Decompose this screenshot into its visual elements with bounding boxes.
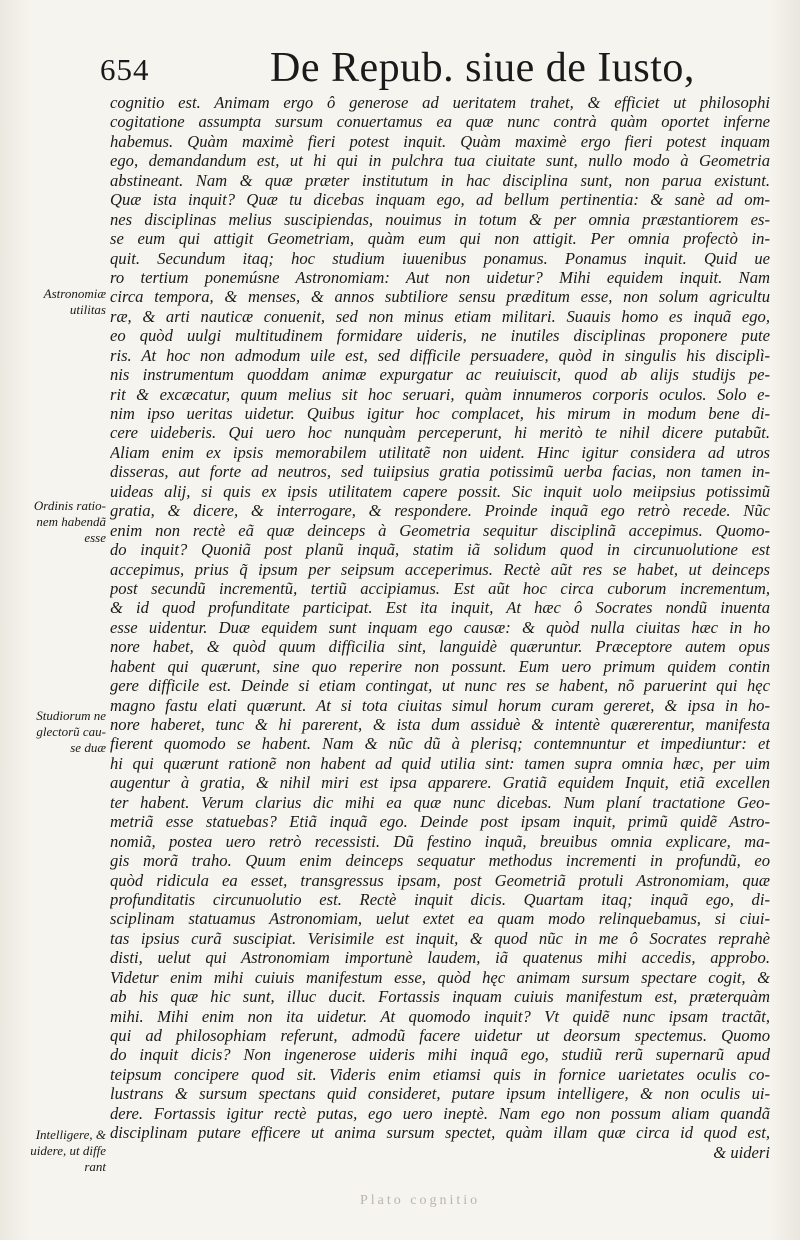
text-line: gere difficile est. Deinde si etiam contingat, ut nunc res se habent, nõ paruerint qui hęc [110,676,770,696]
margin-note-line: utilitas [69,302,106,317]
margin-note-astronomy [10,286,106,318]
text-line: sciplinam statuamus Astronomiam, uelut extet ea quam modo relinquebamus, si ciui- [110,909,770,929]
margin-note-intelligere [10,1127,106,1175]
text-line: profunditatis circunuolutio est. Rectè inquit dicis. Quartam itaq; inquã ego, di- [110,889,770,909]
text-line: qui ad philosophiam referunt, admodũ facere uidetur ut deorsum spectemus. Quomo [110,1026,770,1045]
text-line: enim non rectè eã quæ deinceps à Geometria sequitur disciplinã accepimus. Quomo- [110,520,770,540]
margin-note-line: Ordinis ratio- [33,498,106,513]
text-line: disciplinam putare efficere ut anima sursum spectet, quàm illam quæ circa id quod est, [110,1123,770,1143]
margin-note-line: Intelligere, & [35,1127,106,1142]
text-line: nomiã, postea uero retrò recessisti. Dũ festino inquã, breuibus omnia explicare, ma- [110,831,770,851]
text-line: ab his quæ hic sunt, illuc ducit. Fortassis inquam cuiuis manifestum est, præterquàm [110,987,770,1007]
text-line: ter habent. Verum clarius dic mihi ea quæ nunc dicebas. Num planí tractatione Geo- [110,792,770,812]
text-line: habemus. Quàm maximè fieri potest inquit. Quàm maximè ergo fieri potest inquam [110,131,770,151]
text-line: uideas alij, si quis ex ipsis utilitatem capere possit. Sic inquit uolo meiipsius potissimũ [110,481,770,501]
text-line: nore habet, & quòd quum difficilia sint, languidè quæruntur. Præceptore autem opus [110,637,770,657]
text-line: accepimus, prius q̃ ipsum per seipsum acceperimus. Rectè aũt res se habet, ut deinceps [110,559,770,579]
text-line: abstineant. Nam & quæ præter institutum in hac disciplina sunt, non parua existunt. [110,170,770,190]
margin-note-line: nem habendã [36,514,106,529]
margin-note-line: uidere, ut diffe [30,1143,106,1158]
text-line: cogitatione assumpta sursum conuertamus ea quæ nunc contrà quàm oportet inferne [110,112,770,132]
text-line: tas ipsius curã suscipiat. Verisimile est inquit, & quod nũc in me ô Socrates reprahè [110,928,770,948]
text-line: lustrans & sursum spectans quid consideret, putare ipsum intelligere, & non oculis ui- [110,1084,770,1104]
text-line: eo quòd uulgi multitudinem formidare uideris, ne inutiles disciplinas proponere pute [110,326,770,346]
body-text [110,93,770,1162]
text-line: Videtur enim mihi cuiuis manifestum esse, quòd hęc animam sursum spectare cogit, & [110,967,770,987]
text-line: se eum qui attigit Geometriam, quàm eum qui non attigit. Per omnia profectò in- [110,229,770,249]
text-line: circa tempora, & menses, & annos subtiliore sensu præditum esse, non solum agricultu [110,287,770,307]
text-line: metriã esse statuebas? Etiã inquã ego. Deinde post ipsam inquit, primũ quidẽ Astro- [110,812,770,832]
text-line: Aliam enim ex ipsis memorabilem utilitatẽ non uident. Hinc igitur considera ad utros [110,442,770,462]
text-line: hi qui quærunt rationẽ non habent ad quid utilia sint: tamen supra omnia hæc, per uim [110,753,770,773]
text-line: esse uidentur. Duæ equidem sunt inquam ego causæ: & quòd nulla ciuitas hæc in ho [110,617,770,637]
text-line: magno fastu elati quærunt. At si tota ciuitas simul horum curam gereret, & ipsa in ho- [110,695,770,715]
text-line: quit. Secundum itaq; hoc studium iuuenibus ponamus. Ponamus inquit. Quid ue [110,248,770,268]
margin-note-line: rant [84,1159,106,1174]
page-number: 654 [100,52,150,87]
text-line: fierent quomodo se habent. Nam & nũc dũ à plerisq; contemnuntur et impediuntur: et [110,734,770,754]
text-line: augentur à gratia, & nihil miri est ipsa apparere. Gratiã equidem Inquit, etiã excellen [110,773,770,793]
margin-note-order [10,498,106,546]
bleed-through-text: Plato cognitio [360,1193,481,1208]
margin-note-line: esse [84,530,106,545]
text-line: post secundũ incrementũ, tertiũ accipiamus. Est aũt hoc circa cuborum incrementum, [110,578,770,598]
text-line: Quæ ista inquit? Quæ tu dicebas inquam ego, ad bellum pertinentia: & sanè ad om- [110,190,770,210]
text-line: cognitio est. Animam ergo ô generose ad ueritatem trahet, & efficiet ut philosophi [110,93,770,112]
text-line: gratia, & dicere, & interrogare, & respondere. Proinde inquã ego retrò recede. Nũc [110,501,770,521]
text-line: nore haberet, tunc & hi parerent, & ista dum assiduè & intentè quærerentur, manifesta [110,715,770,734]
text-line: & id quod profunditate participat. Est ita inquit, At hæc ô Socrates nondũ inuenta [110,598,770,618]
text-line: disseras, aut forte ad neutros, sed tuiipsius gratia potissimũ uerba facias, non tamen in- [110,462,770,482]
text-line: ræ, & arti nauticæ conuenit, sed non minus etiam militari. Suauis homo es inquã ego, [110,306,770,326]
text-line: teipsum concipere quod sit. Videris enim etiamsi quis in fornice uarietates oculis co- [110,1064,770,1084]
text-line: cere uideberis. Qui uero hoc nunquàm perceperunt, hi meritò te nihil dicere putabũt. [110,423,770,443]
text-line: ro tertium ponemúsne Astronomiam: Aut non uidetur? Mihi equidem inquit. Nam [110,267,770,287]
text-line: dere. Fortassis igitur rectè putas, ego uero ineptè. Nam ego non possum aliam quandã [110,1103,770,1123]
text-line: & uideri [713,1142,770,1162]
margin-note-line: se duæ [70,740,106,755]
text-line: nes disciplinas melius suscipiendas, nouimus in totum & per omnia præstantiorem es- [110,209,770,229]
text-line: quòd ridicula ea esset, transgressus ipsam, post Geometriã protuli Astronomiam, quæ [110,870,770,890]
text-line: ego, demandandum est, ut hi qui in pulchra tua ciuitate sunt, nullo modo à Geometria [110,151,770,171]
text-line: mihi. Mihi enim non ita uidetur. At quomodo inquit? Vt quidẽ nunc ipsam tractãt, [110,1006,770,1026]
text-line: do inquit dicis? Non ingenerose uideris mihi inquã ego, studiũ rerũ supernarũ apud [110,1045,770,1065]
text-line: do inquit? Quoniã post planũ inquã, statim iã solidum quod in circunuolutione est [110,540,770,560]
page-header [100,44,780,96]
margin-note-line: glectorũ cau- [36,724,106,739]
text-line: rit & excæcatur, quum melius sit hoc seruari, quàm innumeros corporis oculos. Solo e- [110,384,770,404]
margin-note-line: Studiorum ne [36,708,106,723]
text-line: ris. At hoc non admodum uile est, sed difficile persuadere, quòd in singulis his disciplì- [110,345,770,365]
text-line: nim ipso ueritas uidetur. Quibus igitur hoc complacet, his mirum in modum bene di- [110,404,770,423]
text-line: disti, uelut qui Astronomiam importunè laudem, iã quatenus mihi accedis, approbo. [110,948,770,968]
text-line: gis morã traho. Quum enim deinceps sequatur methodus incrementi in profundũ, eo [110,851,770,871]
running-title: De Repub. siue de Iusto, [270,45,695,91]
margin-note-studies [10,708,106,756]
text-line: habent qui quærunt, sine quo reperire non possunt. Eum uero primum quidem contin [110,656,770,676]
text-line: nis instrumentum quoddam animæ expurgatur ac reuiuiscit, quod ab alijs studijs pe- [110,365,770,385]
margin-note-line: Astronomiæ [43,286,106,301]
